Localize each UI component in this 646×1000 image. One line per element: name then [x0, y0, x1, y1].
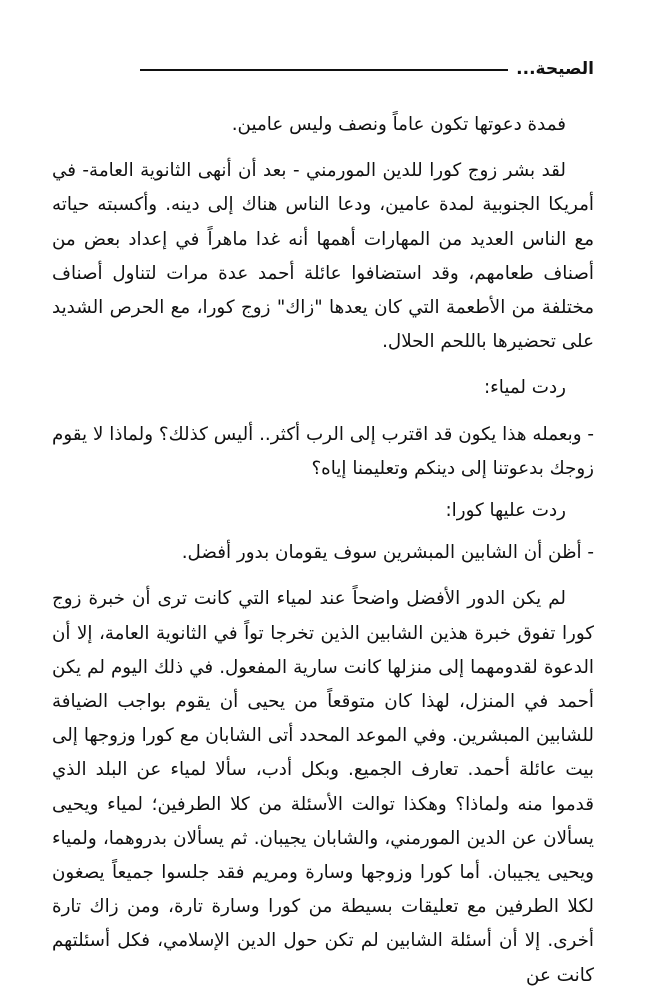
body-text	[52, 108, 594, 993]
running-header	[140, 56, 594, 82]
dialog-intro: ردت عليها كورا:	[445, 500, 566, 522]
dialog-intro: ردت لمياء:	[484, 377, 566, 399]
paragraph: لم يكن الدور الأفضل واضحاً عند لمياء التي كانت ترى أن خبرة زوج كورا تفوق خبرة هذين الشابين الذين تخرجا تواً في الثانوية العامة، إلا أن الدعوة لقدومهما إلى منزلها كانت سارية المفعول. في ذلك اليوم لم يكن أحمد في المنزل، لهذا كان متوقعاً من يحيى أن يقوم بواجب الضيافة للشابين المبشرين. وفي الموعد المحدد أتى الشابان مع كورا وزوجها إلى بيت عائلة أحمد. تعارف الجميع. وبكل أدب، سألا لمياء عن البلد الذي قدموا منه ولماذا؟ وهكذا توالت الأسئلة من كلا الطرفين؛ لمياء ويحيى يسألان عن الدين المورمني، والشابان يجيبان. ثم يسألان بدروهما، ولمياء ويحيى يجيبان. أما كورا وزوجها وسارة ومريم فقد جلسوا جميعاً يصغون لكلا الطرفين مع تعليقات بسيطة من كورا وسارة تارة، ومن زاك تارة أخرى. إلا أن أسئلة الشابين لم تكن حول الدين الإسلامي، فكل أسئلتهم كانت عن	[52, 588, 594, 986]
dialog-line: - أظن أن الشابين المبشرين سوف يقومان بدور أفضل.	[181, 542, 594, 564]
paragraph: فمدة دعوتها تكون عاماً ونصف وليس عامين.	[231, 114, 566, 135]
dialog-line: - وبعمله هذا يكون قد اقترب إلى الرب أكثر.. أليس كذلك؟ ولماذا لا يقوم زوجك بدعوتنا إلى دينكم وتعليمنا إياه؟	[52, 423, 594, 479]
paragraph: لقد بشر زوج كورا للدين المورمني - بعد أن أنهى الثانوية العامة- في أمريكا الجنوبية لمدة عامين، ودعا الناس هناك إلى دينه. وأكسبته حياته مع الناس العديد من المهارات أهمها أنه غدا ماهراً في إعداد بعض من أصناف طعامهم، وقد استضافوا عائلة أحمد عدة مرات لتناول أصناف مختلفة من الأطعمة التي كان يعدها "زاك" زوج كورا، مع الحرص الشديد على تحضيرها باللحم الحلال.	[52, 160, 594, 353]
running-header-title: الصيحة...	[516, 59, 594, 79]
header-rule	[140, 69, 508, 71]
